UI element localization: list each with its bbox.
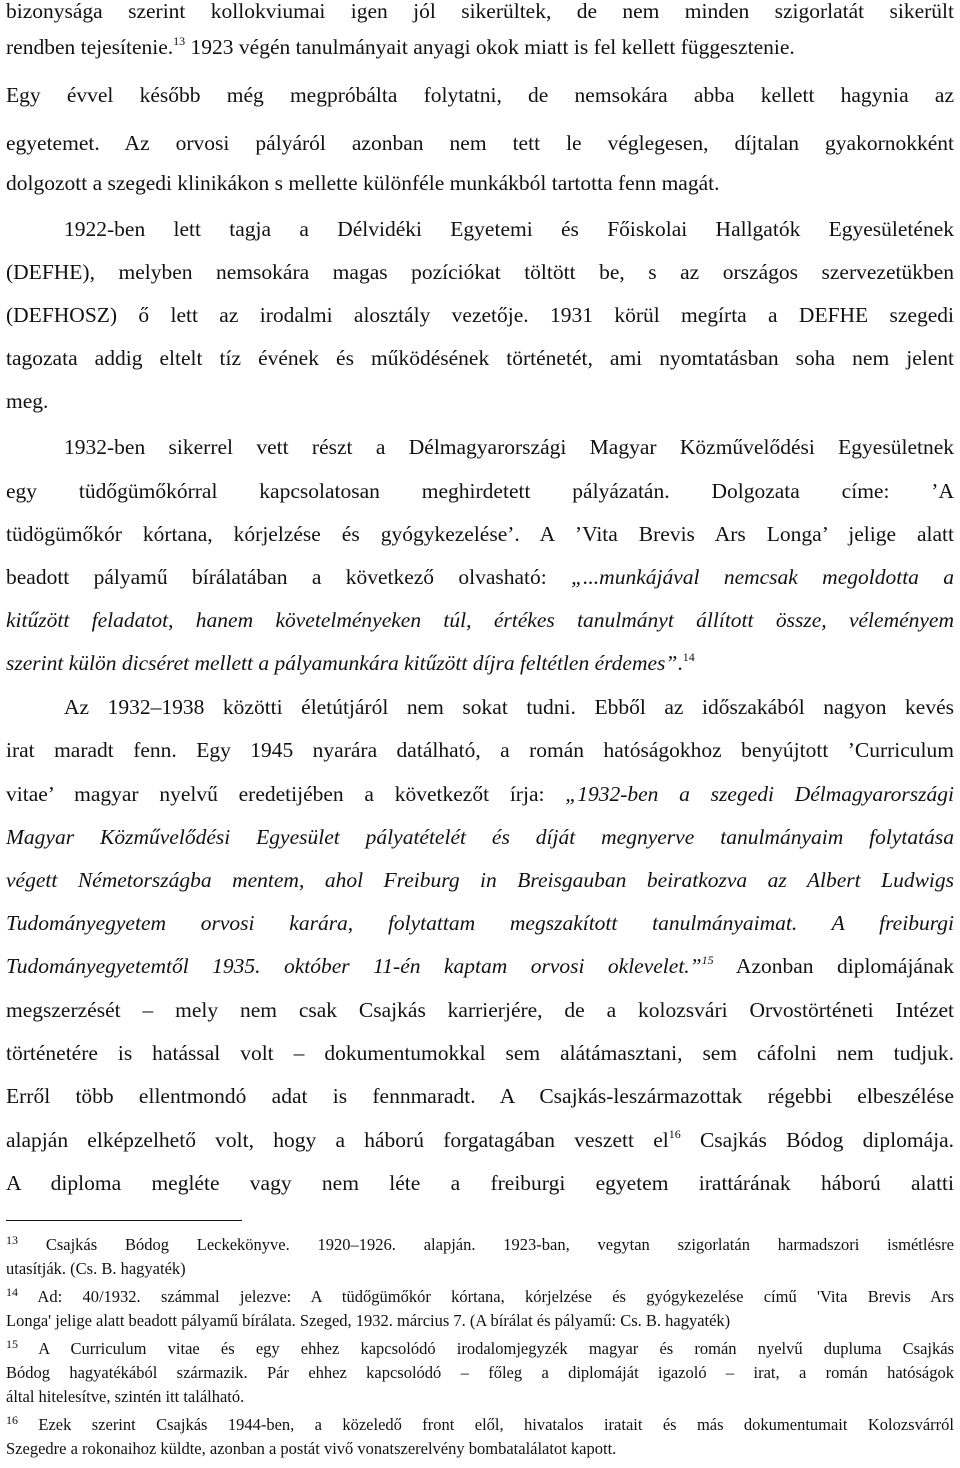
footnote-ref-13[interactable]: 13 (173, 34, 186, 48)
body-line: megszerzését – mely nem csak Csajkás karrierjére, de a kolozsvári Orvostörténeti Intézet (6, 998, 954, 1022)
footnote-line: utasítják. (Cs. B. hagyaték) (6, 1259, 186, 1278)
body-line: A diploma megléte vagy nem léte a freiburgi egyetem irattárának háború alatti (6, 1171, 954, 1195)
footnote-15: $^{15}$ A Curriculum vitae és egy ehhez kapcsolódó irodalomjegyzék magyar és román nyelvű duplumа Csajkás (6, 1337, 955, 1358)
body-line: dolgozott a szegedi klinikákon s mellette különféle munkákból tartotta fenn magát. (6, 171, 720, 195)
paragraph-first-line: 1922-ben lett tagja a Délvidéki Egyetemi és Főiskolai Hallgatók Egyesületének (64, 217, 954, 241)
paragraph-first-line: 1932-ben sikerrel vett részt a Délmagyarországi Magyar Közművelődési Egyesületnek (64, 435, 954, 459)
body-line-quote: Tudományegyetem orvosi karára, folytattam megszakított tanulmányaimat. A freiburgi (6, 911, 954, 935)
footnote-line: Szegedre a rokonaihoz küldte, azonban a postát vivő vonatszerelvény bombatalálatot kapott. (6, 1439, 617, 1458)
body-line: egy tüdőgümőkórral kapcsolatosan meghirdetett pályázatán. Dolgozata címe: ’A (6, 479, 954, 503)
body-line: történetére is hatással volt – dokumentumokkal sem alátámasztani, sem cáfolni nem tudjuk. (6, 1041, 954, 1065)
body-line: rendben tejesítenie.$^{13}$ 1923 végén tanulmányait anyagi okok miatt is fel kellett függesztenie. (6, 34, 795, 59)
footnote-line: Bódog hagyatékából származik. Pár ehhez kapcsolódó – főleg a diplomáját igazoló – irat, a román hatóságok (6, 1363, 954, 1382)
footnote-separator (6, 1220, 242, 1221)
body-line: beadott pályamű bírálatában a következő olvasható: „...munkájával nemcsak megoldotta a (6, 565, 954, 589)
body-line: tagozata addig eltelt tíz évének és működésének történetét, ami nyomtatásban soha nem jelent (6, 346, 954, 370)
footnote-ref-14[interactable]: 14 (682, 650, 695, 664)
footnote-ref-15[interactable]: 15 (701, 953, 714, 967)
body-line: Erről több ellentmondó adat is fennmaradt. A Csajkás-leszármazottak régebbi elbeszélése (6, 1084, 954, 1108)
body-line: alapján elképzelhető volt, hogy a háború forgatagában veszett $el^{16}$ Csajkás Bódog diplomája. (6, 1127, 955, 1152)
body-line: egyetemet. Az orvosi pályáról azonban nem tett le véglegesen, díjtalan gyakornokként (6, 131, 954, 155)
body-line: vitae’ magyar nyelvű eredetijében a következőt írja: „1932-ben a szegedi Délmagyarországi (6, 782, 954, 806)
body-line: (DEFHOSZ) ő lett az irodalmi alosztály vezetője. 1931 körül megírta a DEFHE szegedi (6, 303, 954, 327)
footnote-16: $^{16}$ Ezek szerint Csajkás 1944-ben, a közeledő front elől, hivatalos iratait és más dokumentumait Kolozsvárról (6, 1413, 954, 1434)
footnote-line: Longa' jelige alatt beadott pályamű bírálata. Szeged, 1932. március 7. (A bírálat és pályamű: Cs. B. hagyaték) (6, 1311, 731, 1330)
paragraph-first-line: Az 1932–1938 közötti életútjáról nem sokat tudni. Ebből az időszakából nagyon kevés (64, 695, 954, 719)
body-line: (DEFHE), melyben nemsokára magas pozíciókat töltött be, s az országos szervezetükben (6, 260, 954, 284)
footnote-13: $^{13}$ Csajkás Bódog Leckekönyve. 1920–1926. alapján. 1923-ban, vegytan szigorlatán harmadszori ismétlésre (6, 1233, 955, 1254)
body-line-quote: szerint külön dicséret mellett a pályamunkára kitűzött díjra feltétlen érdemes”.$^{14}$ (6, 650, 695, 675)
body-line-quote: kitűzött feladatot, hanem követelményeken túl, értékes tanulmányt állított össze, véleményem (6, 608, 954, 632)
footnote-ref-16[interactable]: 16 (668, 1127, 681, 1141)
body-line: irat maradt fenn. Egy 1945 nyarára datálható, a román hatóságokhoz benyújtott ’Curriculum (6, 738, 954, 762)
body-line-quote: Tudományegyetemtől 1935. október 11-én kaptam orvosi oklevelet.”$^{15}$ Azonban diplomájának (6, 953, 955, 978)
footnote-line: által hitelesítve, szintén itt található. (6, 1387, 245, 1406)
footnote-14: $^{14}$ Ad: 40/1932. számmal jelezve: A tüdőgümőkór kórtana, kórjelzése és gyógykezelése című 'Vita Brevis Ars (6, 1285, 955, 1306)
body-line: bizonysága szerint kollokviumai igen jól sikerültek, de nem minden szigorlatát sikerült (6, 0, 954, 23)
body-line: tüdögümőkór kórtana, kórjelzése és gyógykezelése’. A ’Vita Brevis Ars Longa’ jelige alatt (6, 522, 954, 546)
body-line-quote: végett Németországba mentem, ahol Freiburg in Breisgauban beiratkozva az Albert Ludwigs (6, 868, 954, 892)
body-line: meg. (6, 389, 49, 413)
body-line-quote: Magyar Közművelődési Egyesület pályatételét és díját megnyerve tanulmányaim folytatása (6, 825, 954, 849)
body-line: Egy évvel később még megpróbálta folytatni, de nemsokára abba kellett hagynia az (6, 83, 954, 107)
